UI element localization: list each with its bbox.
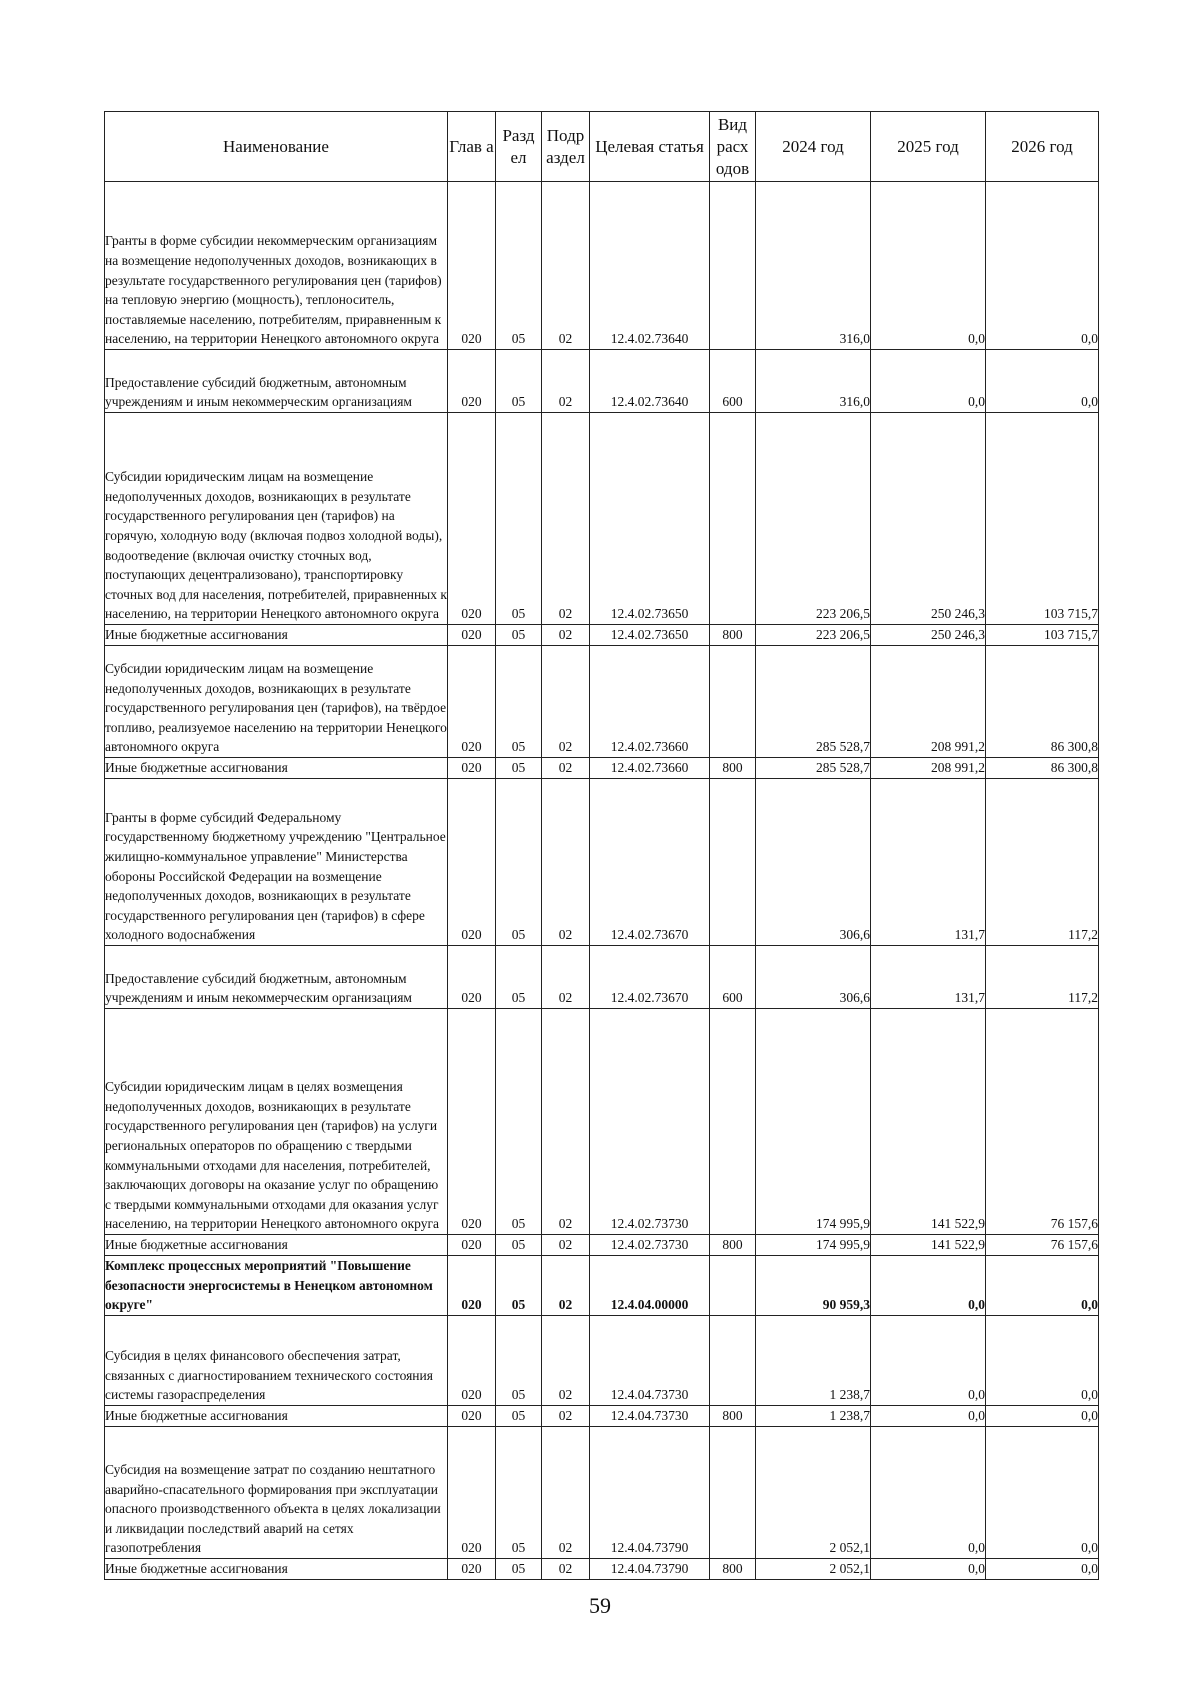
podrazdel-cell: 02 <box>542 946 590 1009</box>
amount-2026-cell: 0,0 <box>986 1316 1099 1406</box>
amount-2026-cell: 103 715,7 <box>986 625 1099 646</box>
amount-2025-cell: 208 991,2 <box>871 646 986 758</box>
podrazdel-cell: 02 <box>542 1406 590 1427</box>
podrazdel-cell: 02 <box>542 1559 590 1580</box>
amount-2024-cell: 306,6 <box>756 779 871 946</box>
glava-cell: 020 <box>448 1406 496 1427</box>
podrazdel-cell: 02 <box>542 413 590 625</box>
amount-2026-cell: 117,2 <box>986 946 1099 1009</box>
celevaya-statya-cell: 12.4.04.73730 <box>590 1316 710 1406</box>
vid-rashodov-cell <box>710 1316 756 1406</box>
amount-2026-cell: 0,0 <box>986 182 1099 350</box>
table-row <box>105 413 1099 625</box>
vid-rashodov-cell: 800 <box>710 758 756 779</box>
amount-2024-cell: 1 238,7 <box>756 1316 871 1406</box>
podrazdel-cell: 02 <box>542 758 590 779</box>
table-row <box>105 646 1099 758</box>
glava-cell: 020 <box>448 1235 496 1256</box>
header-vid-rashodov: Вид расх одов <box>710 112 756 182</box>
row-name: Субсидия на возмещение затрат по созданию нештатного аварийно-спасательного формирования при эксплуатации опасного производственного объекта в целях локализации и ликвидации последствий аварий на сетях газопотребления <box>105 1427 448 1559</box>
celevaya-statya-cell: 12.4.02.73660 <box>590 646 710 758</box>
glava-cell: 020 <box>448 1427 496 1559</box>
razdel-cell: 05 <box>496 413 542 625</box>
row-name: Гранты в форме субсидий Федеральному государственному бюджетному учреждению "Центральное жилищно-коммунальное управление" Министерства обороны Российской Федерации на возмещение недополученных доходов, возникающих в результате государственного регулирования цен (тарифов) в сфере холодного водоснабжения <box>105 779 448 946</box>
razdel-cell: 05 <box>496 182 542 350</box>
table-header-row <box>105 112 1099 182</box>
budget-table <box>104 111 1099 1580</box>
celevaya-statya-cell: 12.4.04.00000 <box>590 1256 710 1316</box>
podrazdel-cell: 02 <box>542 625 590 646</box>
amount-2024-cell: 316,0 <box>756 182 871 350</box>
row-name: Предоставление субсидий бюджетным, автономным учреждениям и иным некоммерческим организациям <box>105 350 448 413</box>
podrazdel-cell: 02 <box>542 1256 590 1316</box>
amount-2026-cell: 103 715,7 <box>986 413 1099 625</box>
amount-2026-cell: 86 300,8 <box>986 646 1099 758</box>
celevaya-statya-cell: 12.4.02.73650 <box>590 625 710 646</box>
celevaya-statya-cell: 12.4.02.73670 <box>590 779 710 946</box>
glava-cell: 020 <box>448 182 496 350</box>
vid-rashodov-cell <box>710 182 756 350</box>
glava-cell: 020 <box>448 646 496 758</box>
amount-2026-cell: 76 157,6 <box>986 1235 1099 1256</box>
vid-rashodov-cell: 800 <box>710 1559 756 1580</box>
row-name: Иные бюджетные ассигнования <box>105 1559 448 1580</box>
amount-2024-cell: 285 528,7 <box>756 646 871 758</box>
amount-2026-cell: 0,0 <box>986 1559 1099 1580</box>
table-row <box>105 1406 1099 1427</box>
row-name: Субсидии юридическим лицам на возмещение недополученных доходов, возникающих в результате государственного регулирования цен (тарифов) на горячую, холодную воду (включая подвоз холодной воды), водоотведение (включая очистку сточных вод, поступающих децентрализовано), транспортировку сточных вод для населения, потребителей, приравненных к населению, на территории Ненецкого автономного округа <box>105 413 448 625</box>
amount-2024-cell: 2 052,1 <box>756 1427 871 1559</box>
glava-cell: 020 <box>448 779 496 946</box>
table-body <box>105 182 1099 1580</box>
glava-cell: 020 <box>448 758 496 779</box>
glava-cell: 020 <box>448 413 496 625</box>
amount-2024-cell: 223 206,5 <box>756 625 871 646</box>
razdel-cell: 05 <box>496 1256 542 1316</box>
celevaya-statya-cell: 12.4.02.73730 <box>590 1235 710 1256</box>
row-name: Субсидия в целях финансового обеспечения затрат, связанных с диагностированием технического состояния системы газораспределения <box>105 1316 448 1406</box>
glava-cell: 020 <box>448 350 496 413</box>
glava-cell: 020 <box>448 1256 496 1316</box>
table-row <box>105 946 1099 1009</box>
amount-2025-cell: 0,0 <box>871 182 986 350</box>
table-row <box>105 350 1099 413</box>
celevaya-statya-cell: 12.4.04.73730 <box>590 1406 710 1427</box>
amount-2025-cell: 0,0 <box>871 1406 986 1427</box>
celevaya-statya-cell: 12.4.02.73670 <box>590 946 710 1009</box>
razdel-cell: 05 <box>496 350 542 413</box>
amount-2024-cell: 2 052,1 <box>756 1559 871 1580</box>
celevaya-statya-cell: 12.4.02.73640 <box>590 182 710 350</box>
vid-rashodov-cell <box>710 413 756 625</box>
row-name: Иные бюджетные ассигнования <box>105 625 448 646</box>
header-podrazdel: Подр аздел <box>542 112 590 182</box>
vid-rashodov-cell <box>710 1009 756 1235</box>
glava-cell: 020 <box>448 1009 496 1235</box>
row-name: Иные бюджетные ассигнования <box>105 1406 448 1427</box>
table-row <box>105 779 1099 946</box>
header-2025: 2025 год <box>871 112 986 182</box>
podrazdel-cell: 02 <box>542 1316 590 1406</box>
row-name: Субсидии юридическим лицам в целях возмещения недополученных доходов, возникающих в результате государственного регулирования цен (тарифов) на услуги региональных операторов по обращению с твердыми коммунальными отходами для населения, потребителей, заключающих договоры на оказание услуг по обращению с твердыми коммунальными отходами для оказания услуг населению, на территории Ненецкого автономного округа <box>105 1009 448 1235</box>
razdel-cell: 05 <box>496 1406 542 1427</box>
table-row <box>105 1559 1099 1580</box>
amount-2025-cell: 208 991,2 <box>871 758 986 779</box>
podrazdel-cell: 02 <box>542 182 590 350</box>
amount-2024-cell: 223 206,5 <box>756 413 871 625</box>
razdel-cell: 05 <box>496 758 542 779</box>
vid-rashodov-cell: 600 <box>710 946 756 1009</box>
header-glava: Глав а <box>448 112 496 182</box>
row-name: Предоставление субсидий бюджетным, автономным учреждениям и иным некоммерческим организациям <box>105 946 448 1009</box>
vid-rashodov-cell <box>710 779 756 946</box>
amount-2024-cell: 174 995,9 <box>756 1009 871 1235</box>
header-2026: 2026 год <box>986 112 1099 182</box>
amount-2025-cell: 0,0 <box>871 1316 986 1406</box>
glava-cell: 020 <box>448 1559 496 1580</box>
amount-2026-cell: 76 157,6 <box>986 1009 1099 1235</box>
table-row <box>105 1427 1099 1559</box>
table-row <box>105 625 1099 646</box>
amount-2024-cell: 306,6 <box>756 946 871 1009</box>
amount-2025-cell: 131,7 <box>871 946 986 1009</box>
amount-2025-cell: 0,0 <box>871 350 986 413</box>
vid-rashodov-cell: 800 <box>710 1235 756 1256</box>
row-name: Субсидии юридическим лицам на возмещение недополученных доходов, возникающих в результате государственного регулирования цен (тарифов), на твёрдое топливо, реализуемое населению на территории Ненецкого автономного округа <box>105 646 448 758</box>
table-row <box>105 1009 1099 1235</box>
celevaya-statya-cell: 12.4.02.73730 <box>590 1009 710 1235</box>
celevaya-statya-cell: 12.4.04.73790 <box>590 1559 710 1580</box>
razdel-cell: 05 <box>496 646 542 758</box>
table-row <box>105 182 1099 350</box>
amount-2024-cell: 316,0 <box>756 350 871 413</box>
amount-2025-cell: 250 246,3 <box>871 625 986 646</box>
row-name: Комплекс процессных мероприятий "Повышение безопасности энергосистемы в Ненецком автономном округе" <box>105 1256 448 1316</box>
vid-rashodov-cell: 800 <box>710 1406 756 1427</box>
razdel-cell: 05 <box>496 946 542 1009</box>
razdel-cell: 05 <box>496 1316 542 1406</box>
page-number: 59 <box>589 1593 611 1618</box>
podrazdel-cell: 02 <box>542 779 590 946</box>
amount-2026-cell: 86 300,8 <box>986 758 1099 779</box>
header-name: Наименование <box>105 112 448 182</box>
amount-2025-cell: 250 246,3 <box>871 413 986 625</box>
amount-2026-cell: 0,0 <box>986 350 1099 413</box>
glava-cell: 020 <box>448 625 496 646</box>
header-celevaya-statya: Целевая статья <box>590 112 710 182</box>
razdel-cell: 05 <box>496 1427 542 1559</box>
podrazdel-cell: 02 <box>542 1235 590 1256</box>
table-row <box>105 758 1099 779</box>
row-name: Гранты в форме субсидии некоммерческим организациям на возмещение недополученных доходов, возникающих в результате государственного регулирования цен (тарифов) на тепловую энергию (мощность), теплоноситель, поставляемые населению, потребителям, приравненным к населению, на территории Ненецкого автономного округа <box>105 182 448 350</box>
razdel-cell: 05 <box>496 1009 542 1235</box>
podrazdel-cell: 02 <box>542 1009 590 1235</box>
amount-2026-cell: 0,0 <box>986 1256 1099 1316</box>
podrazdel-cell: 02 <box>542 646 590 758</box>
vid-rashodov-cell: 600 <box>710 350 756 413</box>
header-razdel: Разд ел <box>496 112 542 182</box>
razdel-cell: 05 <box>496 1559 542 1580</box>
row-name: Иные бюджетные ассигнования <box>105 758 448 779</box>
amount-2025-cell: 141 522,9 <box>871 1009 986 1235</box>
table-row <box>105 1316 1099 1406</box>
amount-2025-cell: 131,7 <box>871 779 986 946</box>
celevaya-statya-cell: 12.4.02.73640 <box>590 350 710 413</box>
celevaya-statya-cell: 12.4.02.73660 <box>590 758 710 779</box>
amount-2024-cell: 90 959,3 <box>756 1256 871 1316</box>
razdel-cell: 05 <box>496 1235 542 1256</box>
amount-2025-cell: 0,0 <box>871 1559 986 1580</box>
amount-2026-cell: 0,0 <box>986 1427 1099 1559</box>
header-2024: 2024 год <box>756 112 871 182</box>
vid-rashodov-cell <box>710 1256 756 1316</box>
podrazdel-cell: 02 <box>542 350 590 413</box>
vid-rashodov-cell <box>710 646 756 758</box>
amount-2025-cell: 0,0 <box>871 1256 986 1316</box>
table-row <box>105 1256 1099 1316</box>
celevaya-statya-cell: 12.4.04.73790 <box>590 1427 710 1559</box>
amount-2025-cell: 141 522,9 <box>871 1235 986 1256</box>
glava-cell: 020 <box>448 946 496 1009</box>
amount-2026-cell: 117,2 <box>986 779 1099 946</box>
razdel-cell: 05 <box>496 779 542 946</box>
vid-rashodov-cell <box>710 1427 756 1559</box>
vid-rashodov-cell: 800 <box>710 625 756 646</box>
amount-2026-cell: 0,0 <box>986 1406 1099 1427</box>
amount-2025-cell: 0,0 <box>871 1427 986 1559</box>
podrazdel-cell: 02 <box>542 1427 590 1559</box>
razdel-cell: 05 <box>496 625 542 646</box>
amount-2024-cell: 174 995,9 <box>756 1235 871 1256</box>
celevaya-statya-cell: 12.4.02.73650 <box>590 413 710 625</box>
glava-cell: 020 <box>448 1316 496 1406</box>
table-row <box>105 1235 1099 1256</box>
amount-2024-cell: 1 238,7 <box>756 1406 871 1427</box>
row-name: Иные бюджетные ассигнования <box>105 1235 448 1256</box>
amount-2024-cell: 285 528,7 <box>756 758 871 779</box>
